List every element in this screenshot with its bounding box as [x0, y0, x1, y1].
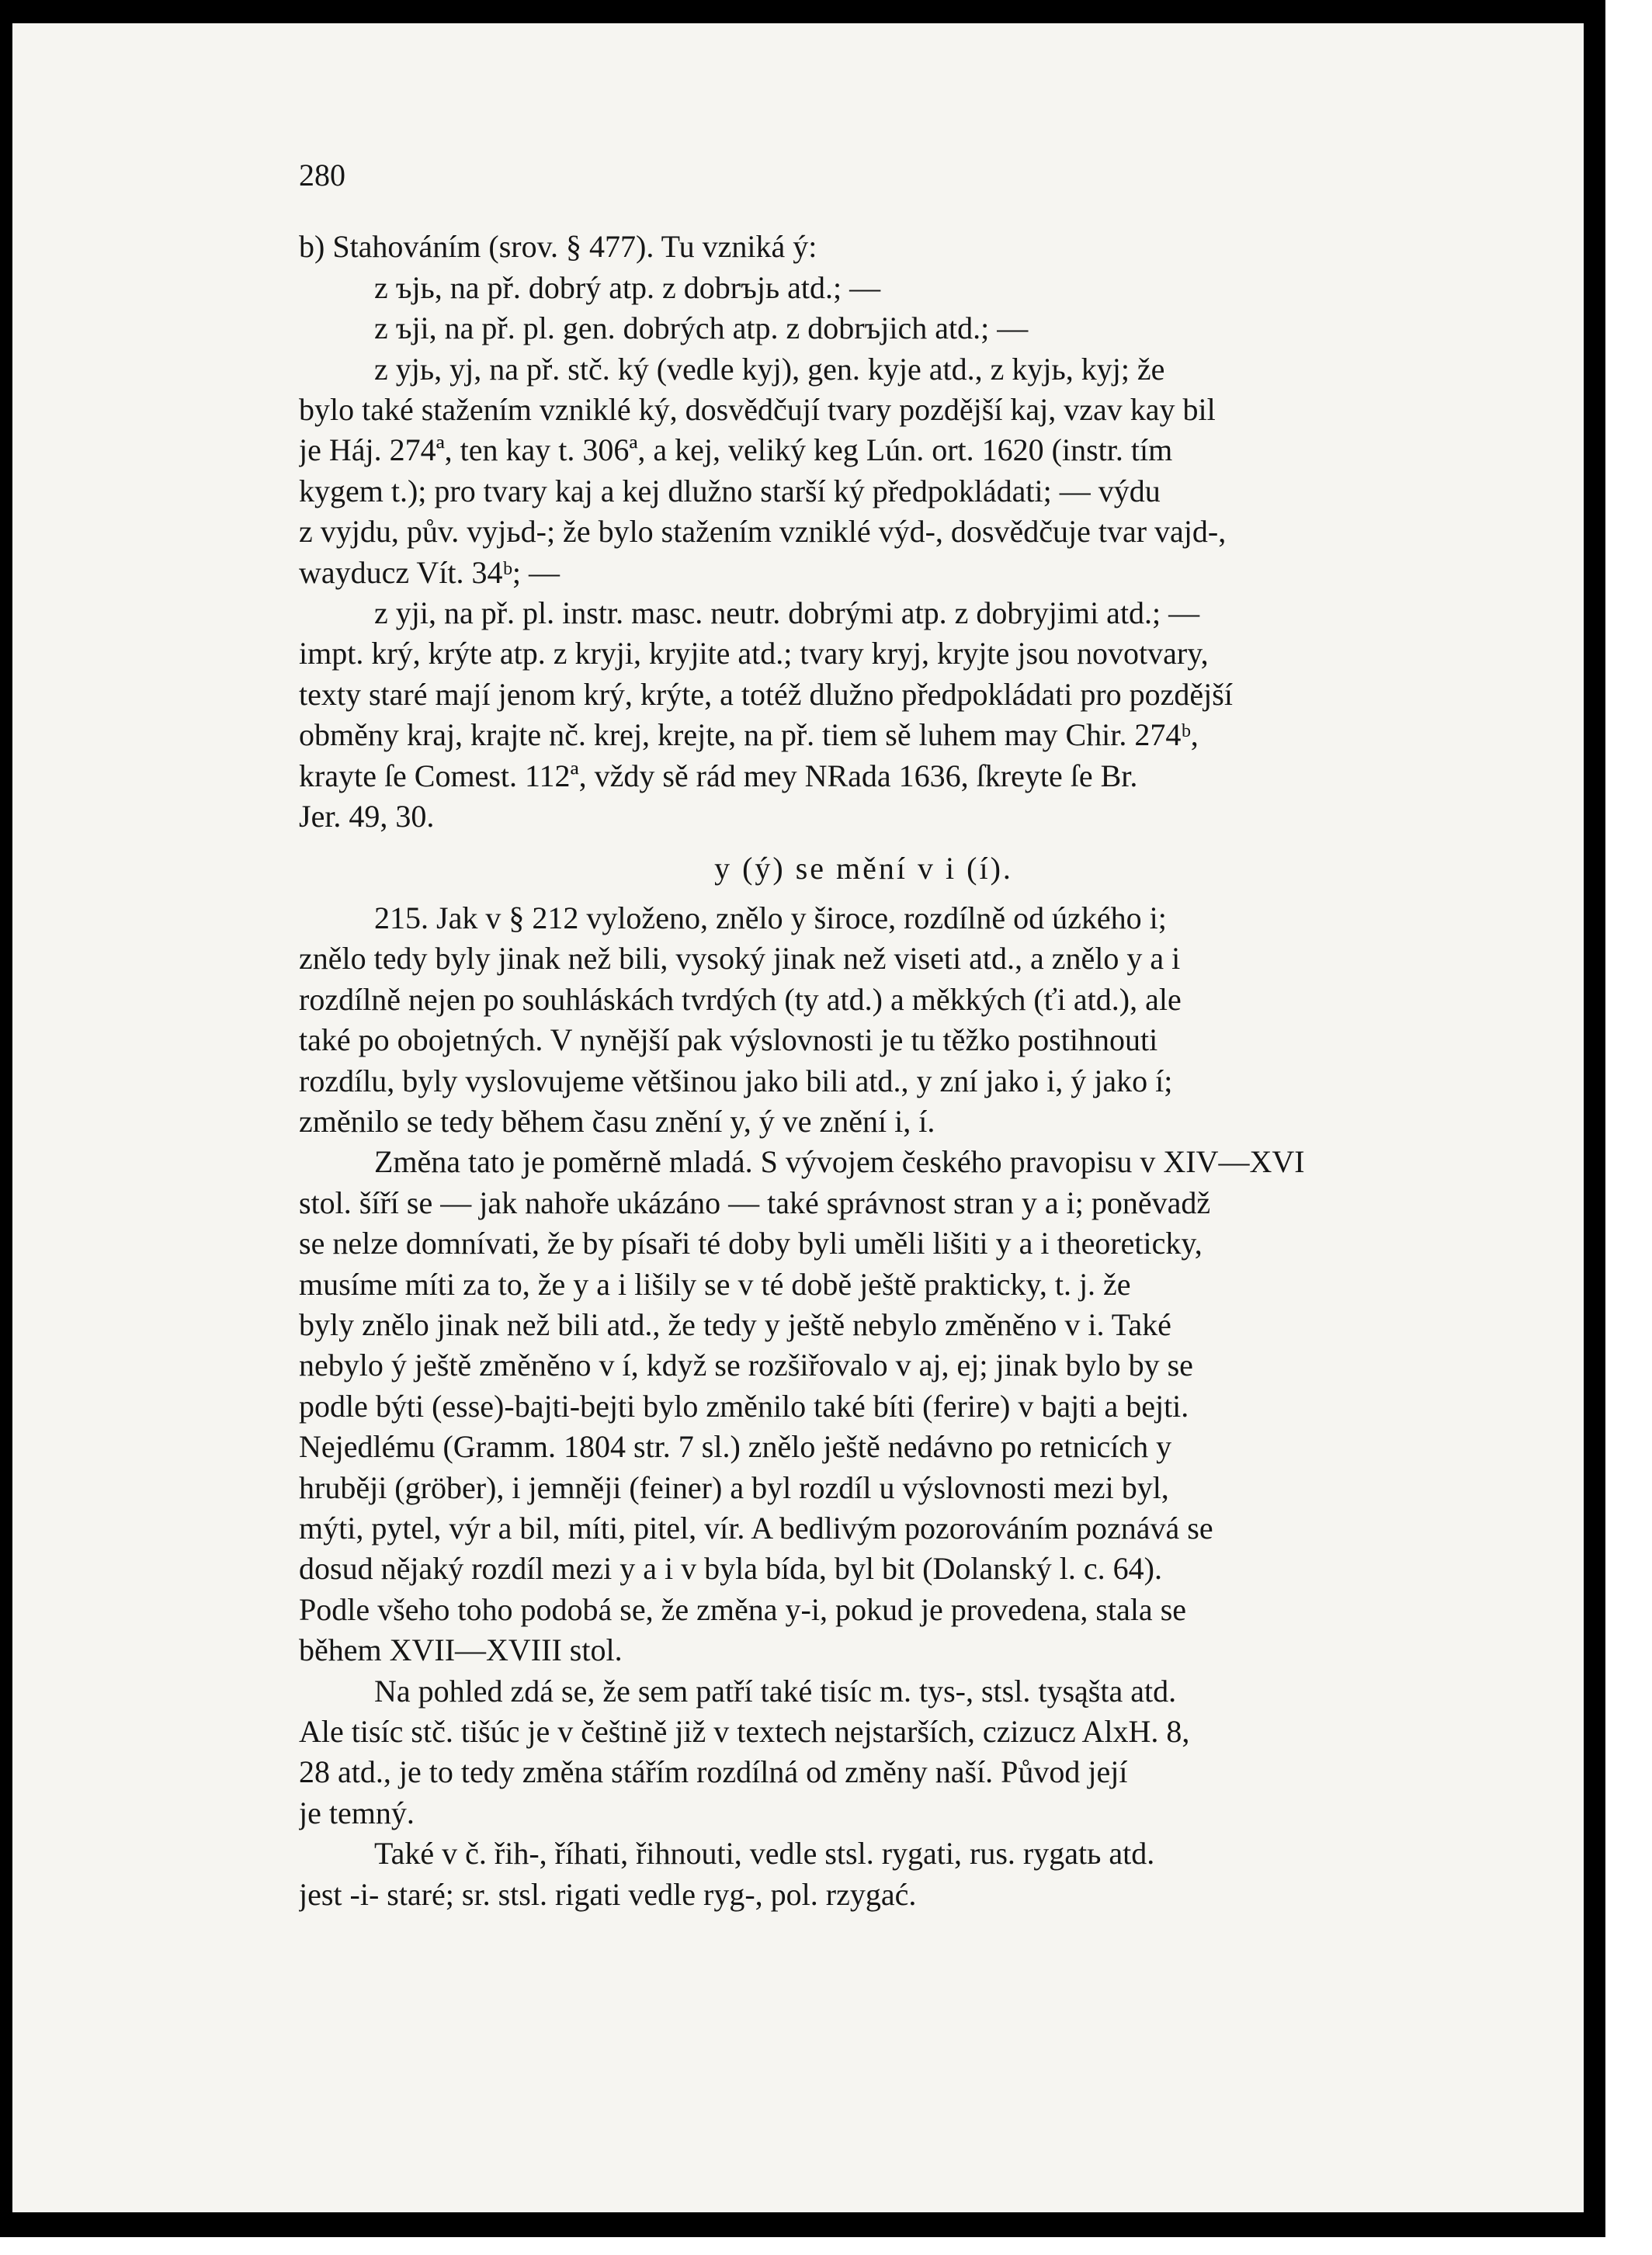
text-line: Nejedlému (Gramm. 1804 str. 7 sl.) znělo ještě nedávno po retnicích y	[299, 1429, 1172, 1465]
text-line: jest -i- staré; sr. stsl. rigati vedle ryg-, pol. rzygać.	[299, 1876, 917, 1912]
text-line: je temný.	[299, 1795, 415, 1830]
text-line: během XVII—XVIII stol.	[299, 1632, 623, 1668]
text-line: rozdílu, byly vyslovujeme většinou jako bili atd., y zní jako i, ý jako í;	[299, 1063, 1173, 1098]
text-line: obměny kraj, krajte nč. krej, krejte, na př. tiem sě luhem may Chir. 274ᵇ,	[299, 717, 1199, 753]
paragraph-tisic	[299, 1671, 1428, 1834]
section-heading: y (ý) se mění v i (í).	[714, 850, 1013, 886]
text-line: nebylo ý ještě změněno v í, když se rozšiřovalo v aj, ej; jinak bylo by se	[299, 1348, 1193, 1383]
text-line: stol. šíří se — jak nahoře ukázáno — také správnost stran y a i; poněvadž	[299, 1185, 1211, 1220]
text-line: rozdílně nejen po souhláskách tvrdých (ty atd.) a měkkých (ťi atd.), ale	[299, 981, 1182, 1017]
text-line: je Háj. 274ª, ten kay t. 306ª, a kej, veliký keg Lún. ort. 1620 (instr. tím	[299, 432, 1173, 468]
text-line: Také v č. řih-, říhati, řihnouti, vedle stsl. rygati, rus. rygatь atd.	[374, 1836, 1155, 1872]
text-line: se nelze domnívati, že by písaři té doby byli uměli lišiti y a i theoreticky,	[299, 1226, 1203, 1261]
text-line: byly znělo jinak než bili atd., že tedy y ještě nebylo změněno v i. Také	[299, 1306, 1171, 1342]
paragraph-b	[299, 227, 1428, 837]
text-line: impt. krý, krýte atp. z kryji, kryjite atd.; tvary kryj, kryjte jsou novotvary,	[299, 636, 1209, 671]
text-line: z ъjь, na př. dobrý atp. z dobrъjь atd.; —	[374, 269, 881, 305]
text-line: 215. Jak v § 212 vyloženo, znělo y široce, rozdílně od úzkého i;	[374, 900, 1167, 935]
text-line: Podle všeho toho podobá se, že změna y-i, pokud je provedena, stala se	[299, 1591, 1187, 1627]
text-line: z yjь, yj, na př. stč. ký (vedle kyj), gen. kyje atd., z kyjь, kyj; že	[374, 351, 1165, 387]
text-line: musíme míti za to, že y a i lišily se v té době ještě prakticky, t. j. že	[299, 1266, 1131, 1302]
text-line: znělo tedy byly jinak než bili, vysoký jinak než viseti atd., a znělo y a i	[299, 941, 1181, 977]
text-line: Na pohled zdá se, že sem patří také tisíc m. tys-, stsl. tysąšta atd.	[374, 1673, 1177, 1709]
text-line: z vyjdu, pův. vyjьd-; že bylo stažením vzniklé výd-, dosvědčuje tvar vajd-,	[299, 514, 1227, 550]
page-number: 280	[299, 158, 345, 193]
paragraph-rih	[299, 1833, 1428, 1915]
text-line: Ale tisíc stč. tišúc je v češtině již v textech nejstarších, czizucz AlxH. 8,	[299, 1714, 1190, 1750]
text-line: mýti, pytel, výr a bil, míti, pitel, vír. A bedlivým pozorováním poznává se	[299, 1511, 1213, 1546]
text-line: texty staré mají jenom krý, krýte, a totéž dlužno předpokládati pro pozdější	[299, 676, 1233, 712]
text-line: krayte ſe Comest. 112ª, vždy sě rád mey NRada 1636, ſkreyte ſe Br.	[299, 758, 1138, 793]
text-block	[299, 155, 1428, 1915]
paragraph-215	[299, 898, 1428, 1142]
text-line: změnilo se tedy během času znění y, ý ve znění i, í.	[299, 1103, 935, 1139]
text-line: hruběji (gröber), i jemněji (feiner) a byl rozdíl u výslovnosti mezi byl,	[299, 1469, 1169, 1505]
text-line: wayducz Vít. 34ᵇ; —	[299, 554, 560, 590]
text-line: b) Stahováním (srov. § 477). Tu vzniká ý:	[299, 229, 817, 265]
text-line: podle býti (esse)-bajti-bejti bylo změnilo také bíti (ferire) v bajti a bejti.	[299, 1388, 1189, 1424]
text-line: Jer. 49, 30.	[299, 799, 435, 834]
text-line: z ъji, na př. pl. gen. dobrých atp. z dobrъjich atd.; —	[374, 310, 1029, 346]
text-line: Změna tato je poměrně mladá. S vývojem českého pravopisu v XIV—XVI	[374, 1144, 1305, 1180]
text-line: 28 atd., je to tedy změna stářím rozdílná od změny naší. Původ její	[299, 1754, 1128, 1790]
text-line: dosud nějaký rozdíl mezi y a i v byla bída, byl bit (Dolanský l. c. 64).	[299, 1551, 1162, 1587]
text-line: bylo také stažením vzniklé ký, dosvědčují tvary pozdější kaj, vzav kay bil	[299, 392, 1216, 428]
text-line: z yji, na př. pl. instr. masc. neutr. dobrými atp. z dobryjimi atd.; —	[374, 595, 1200, 631]
paragraph-zmena	[299, 1142, 1428, 1670]
text-line: také po obojetných. V nynější pak výslovnosti je tu těžko postihnouti	[299, 1022, 1158, 1058]
text-line: kygem t.); pro tvary kaj a kej dlužno starší ký předpokládati; — výdu	[299, 473, 1161, 508]
